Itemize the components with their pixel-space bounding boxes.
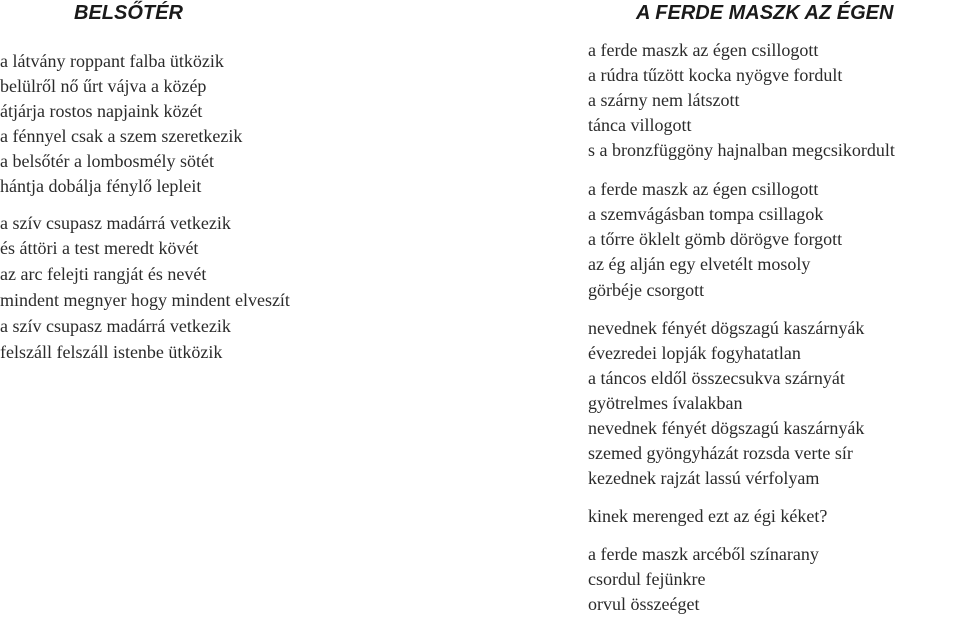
poem-line: a szív csupasz madárrá vetkezik — [0, 213, 231, 233]
poem-line: a szemvágásban tompa csillagok — [588, 204, 824, 224]
poem-line: felszáll felszáll istenbe ütközik — [0, 342, 223, 362]
poem-line: átjárja rostos napjaink közét — [0, 101, 203, 121]
poem-line: a ferde maszk arcéből színarany — [588, 544, 819, 564]
poem-line: nevednek fényét dögszagú kaszárnyák — [588, 418, 865, 438]
poem-line: a ferde maszk az égen csillogott — [588, 179, 819, 199]
poem-line: a táncos eldől összecsukva szárnyát — [588, 368, 845, 388]
poem-title: A FERDE MASZK AZ ÉGEN — [636, 2, 894, 24]
poem-line: belülről nő űrt vájva a közép — [0, 76, 207, 96]
poem-line: és áttöri a test meredt kövét — [0, 238, 199, 258]
poem-line: kinek merenged ezt az égi kéket? — [588, 506, 828, 526]
poem-line: a rúdra tűzött kocka nyögve fordult — [588, 65, 843, 85]
poem-line: az arc felejti rangját és nevét — [0, 264, 207, 284]
poem-line: gyötrelmes ívalakban — [588, 393, 743, 413]
poem-line: a belsőtér a lombosmély sötét — [0, 151, 214, 171]
poem-line: a szív csupasz madárrá vetkezik — [0, 316, 231, 336]
poem-line: évezredei lopják fogyhatatlan — [588, 343, 801, 363]
poem-line: a tőrre öklelt gömb dörögve forgott — [588, 229, 843, 249]
poem-line: a szárny nem látszott — [588, 90, 740, 110]
poem-line: mindent megnyer hogy mindent elveszít — [0, 290, 290, 310]
poem-title: BELSŐTÉR — [74, 2, 183, 24]
poem-line: kezednek rajzát lassú vérfolyam — [588, 468, 820, 488]
poem-line: hántja dobálja fénylő lepleit — [0, 176, 202, 196]
poem-line: orvul összeéget — [588, 594, 700, 614]
poem-line: görbéje csorgott — [588, 280, 705, 300]
poem-line: szemed gyöngyházát rozsda verte sír — [588, 443, 853, 463]
poem-line: tánca villogott — [588, 115, 692, 135]
poem-line: a ferde maszk az égen csillogott — [588, 40, 819, 60]
poem-line: az ég alján egy elvetélt mosoly — [588, 254, 811, 274]
poem-line: a látvány roppant falba ütközik — [0, 51, 224, 71]
poem-line: s a bronzfüggöny hajnalban megcsikordult — [588, 140, 895, 160]
poem-line: nevednek fényét dögszagú kaszárnyák — [588, 318, 865, 338]
poem-line: a fénnyel csak a szem szeretkezik — [0, 126, 243, 146]
poem-line: csordul fejünkre — [588, 569, 706, 589]
